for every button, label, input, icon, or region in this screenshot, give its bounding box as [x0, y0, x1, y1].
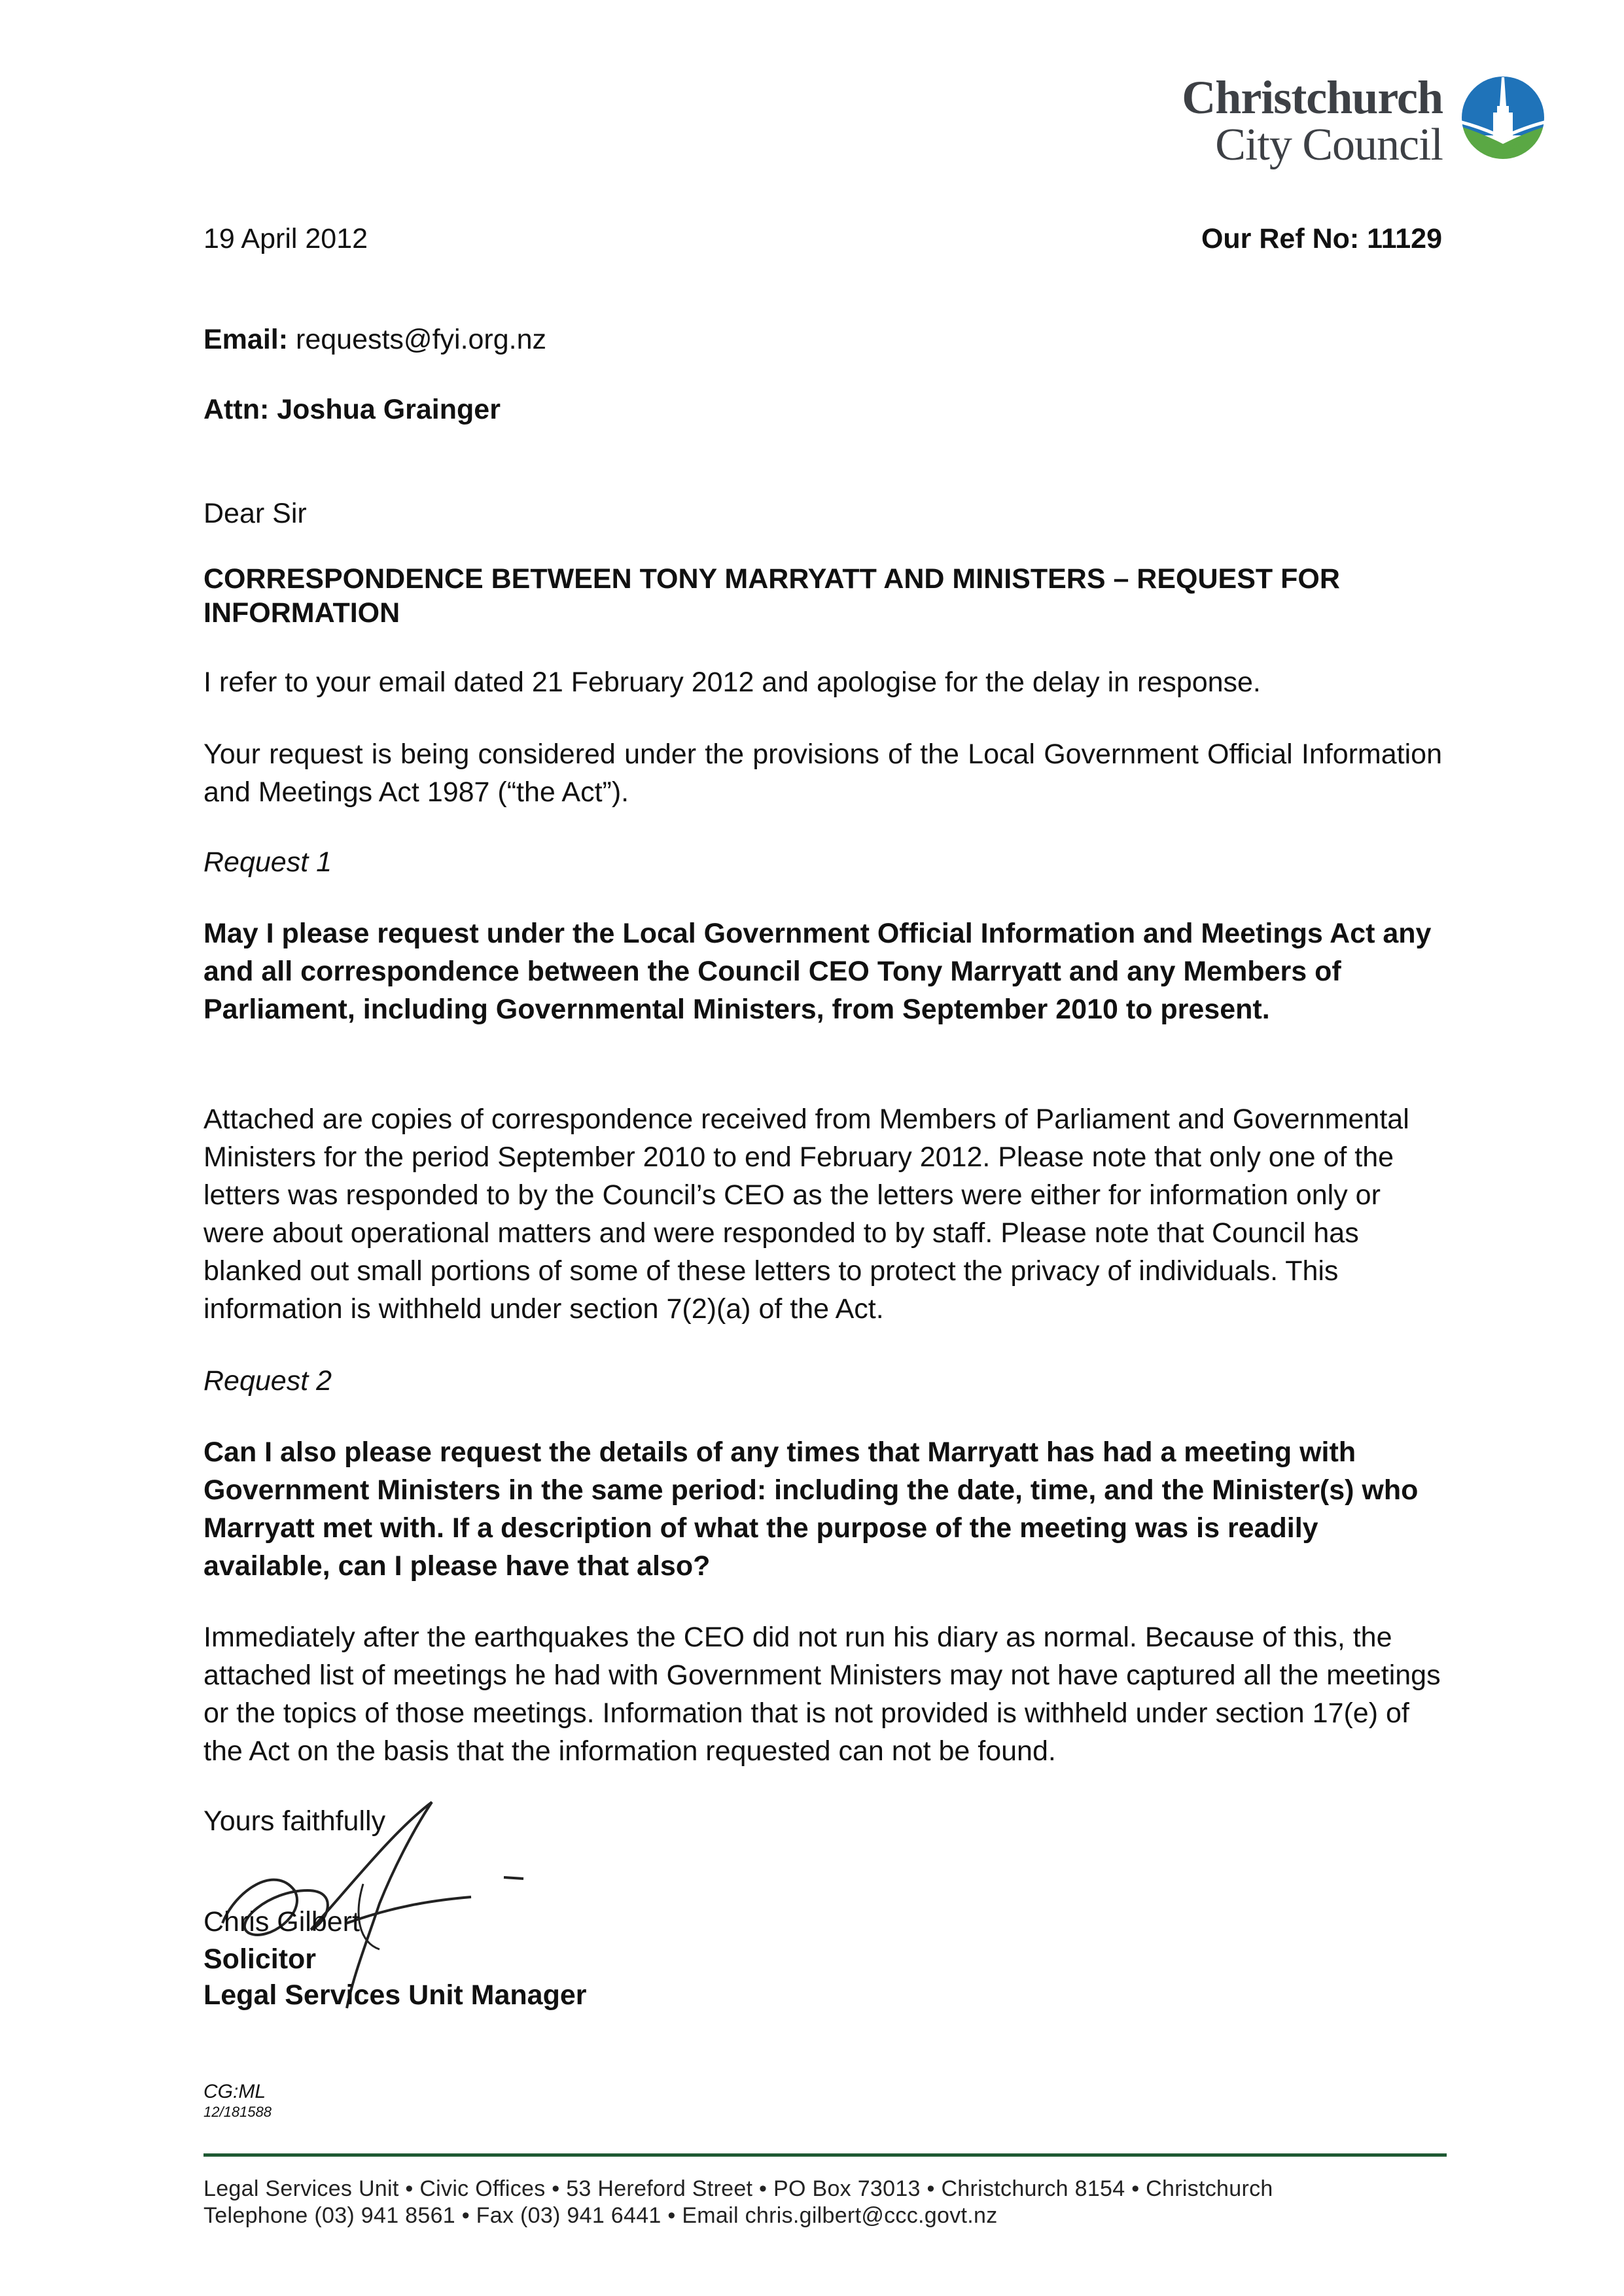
our-ref-number: Our Ref No: 11129 [1201, 223, 1442, 254]
footer-divider [203, 2153, 1447, 2157]
request-1-heading: Request 1 [203, 846, 332, 878]
paragraph-3: Attached are copies of correspondence received from Members of Parliament and Governmental Ministers for the period September 2010 to end February 2012. Please note that only one of the letters was responded to by the Council’s CEO as the letters were either for information only or were about operational matters and were responded to by staff. Please note that Council has blanked out small portions of some of these letters to protect the privacy of individuals. This information is withheld under section 7(2)(a) of the Act. [203, 1104, 1409, 1325]
subject-heading: CORRESPONDENCE BETWEEN TONY MARRYATT AND MINISTERS – REQUEST FOR INFORMATION [203, 563, 1340, 629]
footer-contact: Telephone (03) 941 8561 • Fax (03) 941 6441 • Email chris.gilbert@ccc.govt.nz [203, 2203, 998, 2228]
attention-line: Attn: Joshua Grainger [203, 394, 501, 425]
org-name-line2: City Council [1215, 120, 1443, 170]
letterhead [1060, 73, 1443, 169]
paragraph-1: I refer to your email dated 21 February 2012 and apologise for the delay in response. [203, 667, 1261, 698]
signatory-position: Legal Services Unit Manager [203, 1979, 587, 2011]
request-2-text: Can I also please request the details of any times that Marryatt has had a meeting with Government Ministers in the same period: including the date, time, and the Minister(s) who Marryatt met with. If a description of what the purpose of the meeting was is readily available, can I please have that also? [203, 1436, 1419, 1582]
recipient-email [203, 321, 546, 358]
request-2-heading: Request 2 [203, 1365, 332, 1397]
email-label: Email: [203, 324, 289, 355]
signatory-title: Solicitor [203, 1943, 317, 1975]
closing: Yours faithfully [203, 1805, 386, 1837]
email-address: requests@fyi.org.nz [296, 324, 547, 355]
request-1-text: May I please request under the Local Government Official Information and Meetings Act any and all correspondence between the Council CEO Tony Marryatt and any Members of Parliament, including Governmental Ministers, from September 2010 to present. [203, 918, 1432, 1025]
letter-date: 19 April 2012 [203, 223, 368, 254]
council-logo-icon [1454, 73, 1552, 165]
salutation: Dear Sir [203, 498, 307, 529]
reference-initials: CG:ML [203, 2081, 266, 2102]
paragraph-4: Immediately after the earthquakes the CEO did not run his diary as normal. Because of this, the attached list of meetings he had with Government Ministers may not have captured all the meetings or the topics of those meetings. Information that is not provided is withheld under section 17(e) of the Act on the basis that the information requested can not be found. [203, 1622, 1441, 1767]
footer-address: Legal Services Unit • Civic Offices • 53 Hereford Street • PO Box 73013 • Christchurch 8154 • Christchurch [203, 2176, 1273, 2201]
org-name-line1: Christchurch [1182, 71, 1443, 124]
paragraph-2: Your request is being considered under the provisions of the Local Government Official Information and Meetings Act 1987 (“the Act”). [203, 739, 1442, 808]
document-reference: 12/181588 [203, 2104, 272, 2120]
signatory-name: Chris Gilbert [203, 1906, 360, 1938]
